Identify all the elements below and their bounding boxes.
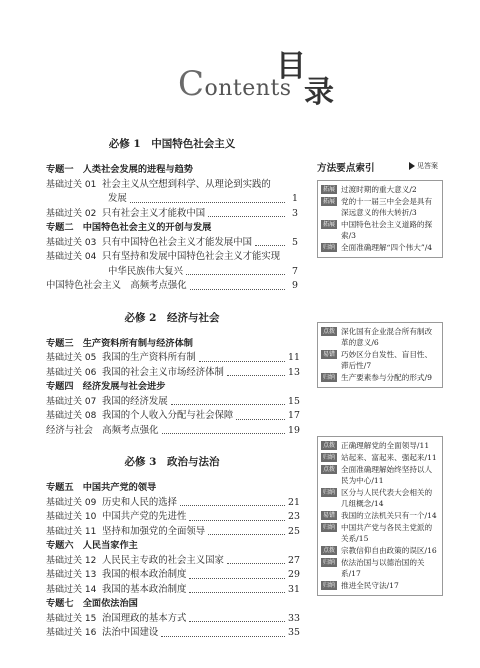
- toc-entry[interactable]: [46, 525, 298, 540]
- page-number: 11: [288, 352, 300, 363]
- method-item[interactable]: [321, 219, 439, 241]
- contents-title: Contents: [178, 64, 292, 104]
- method-box: [317, 322, 443, 388]
- topic-heading: 专题五 中国共产党的领导: [46, 482, 157, 493]
- dot-leader: [189, 583, 285, 594]
- entry-label: [46, 265, 102, 280]
- page-number: 21: [288, 496, 300, 508]
- method-tag: 拓展: [322, 221, 335, 228]
- entry-label: 基础过关 07: [46, 396, 97, 407]
- dot-leader: [189, 568, 285, 579]
- method-item[interactable]: [321, 242, 439, 253]
- entry-title: 我国的社会主义市场经济体制: [102, 366, 224, 378]
- toc-entry[interactable]: [46, 178, 298, 193]
- entry-label: 基础过关 12: [46, 555, 97, 566]
- entry-title: 我国的个人收入分配与社会保障: [102, 410, 234, 421]
- method-text: 中国特色社会主义道路的探索/3: [341, 220, 433, 240]
- book-title: 必修 1 中国特色社会主义: [108, 138, 236, 150]
- toc-entry[interactable]: [46, 554, 298, 569]
- page-number: 17: [288, 410, 300, 421]
- toc-entry[interactable]: [46, 568, 298, 583]
- method-text: 巧妙区分自发性、盲目性、滞后性/7: [341, 350, 433, 370]
- method-item[interactable]: [321, 522, 439, 544]
- entry-title: 中华民族伟大复兴: [108, 265, 184, 277]
- method-item[interactable]: [321, 372, 439, 383]
- method-text: 全面准确理解始终坚持以人民为中心/11: [341, 465, 433, 485]
- method-item[interactable]: [321, 545, 439, 556]
- method-text: 党的十一届三中全会是具有深远意义的伟大转折/3: [341, 197, 433, 217]
- topic-heading: 专题七 全面依法治国: [46, 598, 138, 609]
- dot-leader: [190, 279, 285, 290]
- toc-entry[interactable]: [46, 612, 298, 627]
- method-text: 站起来、富起来、强起来/11: [341, 453, 437, 462]
- dot-leader: [189, 612, 285, 623]
- entry-title: 治国理政的基本方式: [102, 612, 187, 624]
- method-item[interactable]: [321, 326, 439, 348]
- dot-leader: [162, 424, 285, 435]
- method-tag: 易错: [322, 351, 335, 358]
- toc-entry[interactable]: [46, 250, 298, 265]
- method-tag: 点拨: [322, 328, 335, 335]
- method-tag: 归纳: [322, 374, 335, 381]
- entry-label: 基础过关 08: [46, 411, 97, 421]
- method-tag: 点拨: [322, 466, 335, 473]
- dot-leader: [180, 496, 285, 507]
- method-item[interactable]: [321, 487, 439, 509]
- method-tag: 归纳: [322, 489, 335, 496]
- contents-header: [178, 42, 338, 112]
- method-box: [317, 180, 443, 258]
- method-item[interactable]: [321, 510, 439, 521]
- entry-title: 法治中国建设: [102, 627, 159, 638]
- method-tag: 易错: [322, 512, 335, 519]
- method-item[interactable]: [321, 464, 439, 486]
- topic-heading: 专题二 中国特色社会主义的开创与发展: [46, 222, 212, 233]
- lu-character: 录: [304, 75, 334, 110]
- page-number: 33: [288, 612, 300, 624]
- entry-label: 基础过关 10: [46, 512, 97, 522]
- entry-label: [46, 192, 102, 207]
- dot-leader: [189, 510, 285, 521]
- mu-character: 目: [276, 49, 306, 84]
- dot-leader: [171, 395, 285, 406]
- entry-title: 发展: [108, 193, 127, 204]
- method-index-title: 方法要点索引: [317, 163, 375, 174]
- method-text: 深化国有企业混合所有制改革的意义/6: [341, 327, 433, 347]
- page-number: 35: [288, 627, 300, 638]
- toc-entry[interactable]: [46, 351, 298, 366]
- page-number: 9: [292, 280, 298, 291]
- entry-label: 基础过关 15: [46, 613, 97, 624]
- entry-title: 我国的生产资料所有制: [102, 352, 196, 363]
- method-text: 依法治国与以德治国的关系/17: [341, 558, 425, 578]
- page-number: 25: [288, 525, 300, 537]
- entry-title: 我国的基本政治制度: [102, 583, 187, 595]
- method-item[interactable]: [321, 184, 439, 195]
- page-number: 29: [288, 569, 300, 580]
- page-number: 27: [288, 554, 300, 566]
- entry-label: 基础过关 09: [46, 497, 97, 508]
- dot-leader: [186, 265, 285, 276]
- entry-label: 基础过关 13: [46, 570, 97, 580]
- entry-title: 只有中国特色社会主义才能发展中国: [102, 236, 253, 248]
- topic-heading: 专题六 人民当家作主: [46, 540, 138, 551]
- dot-leader: [236, 409, 285, 420]
- topic-heading: 专题三 生产资料所有制与经济体制: [46, 337, 193, 349]
- method-text: 生产要素参与分配的形式/9: [341, 373, 432, 382]
- arrow-icon: [409, 162, 415, 170]
- entry-label: 基础过关 11: [46, 526, 97, 537]
- method-text: 宗教信仰自由政策的误区/16: [341, 546, 437, 555]
- method-tag: 归纳: [322, 582, 335, 589]
- entry-label: 基础过关 01: [46, 179, 97, 190]
- dot-leader: [227, 366, 285, 377]
- page-number: 3: [292, 207, 298, 219]
- method-text: 我国的立法机关只有一个/14: [341, 511, 437, 520]
- page-number: 31: [288, 583, 300, 595]
- page-number: 7: [292, 265, 298, 277]
- toc-entry[interactable]: [46, 192, 298, 207]
- method-text: 推进全民守法/17: [341, 581, 399, 590]
- toc-entry[interactable]: [46, 395, 298, 410]
- entry-title: 社会主义从空想到科学、从理论到实践的: [102, 178, 271, 190]
- book-title: 必修 2 经济与社会: [124, 311, 220, 324]
- method-text: 正确理解党的全面领导/11: [341, 441, 430, 450]
- toc-entry[interactable]: [46, 496, 298, 511]
- entry-label: 基础过关 02: [46, 208, 97, 219]
- dot-leader: [199, 351, 285, 362]
- page-number: 5: [292, 236, 298, 248]
- method-tag: 归纳: [322, 524, 335, 531]
- method-tag: 归纳: [322, 454, 335, 461]
- entry-title: 历史和人民的选择: [102, 496, 178, 508]
- dot-leader: [255, 236, 285, 247]
- method-tag: 归纳: [322, 559, 335, 566]
- toc-entry[interactable]: [46, 265, 298, 280]
- method-text: 区分与人民代表大会相关的几组概念/14: [341, 488, 433, 508]
- dot-leader: [130, 192, 285, 203]
- page-number: 1: [292, 193, 298, 204]
- toc-entry[interactable]: [46, 207, 298, 222]
- entry-title: 坚持和加强党的全面领导: [102, 525, 206, 537]
- method-tag: 拓展: [322, 198, 335, 205]
- method-text: 中国共产党与各民主党派的关系/15: [341, 523, 433, 543]
- toc-entry[interactable]: [46, 279, 298, 294]
- toc-entry[interactable]: [46, 409, 298, 424]
- toc-entry[interactable]: [46, 510, 298, 525]
- entry-label: 基础过关 16: [46, 628, 97, 638]
- toc-entry[interactable]: [46, 424, 298, 439]
- entry-label: 基础过关 14: [46, 584, 97, 595]
- entry-title: 经济与社会 高频考点强化: [46, 424, 159, 436]
- page-number: 23: [288, 511, 300, 522]
- dot-leader: [161, 626, 285, 637]
- method-item[interactable]: [321, 452, 439, 463]
- dot-leader: [208, 207, 285, 218]
- entry-title: 人民民主专政的社会主义国家: [102, 554, 224, 566]
- page-number: 19: [288, 424, 300, 436]
- entry-title: 只有社会主义才能救中国: [102, 207, 206, 219]
- method-tag: 归纳: [322, 244, 335, 251]
- toc-entry[interactable]: [46, 366, 298, 381]
- page-number: 15: [288, 395, 300, 407]
- method-item[interactable]: [321, 196, 439, 218]
- method-item[interactable]: [321, 580, 439, 591]
- entry-label: 基础过关 03: [46, 237, 97, 248]
- entry-label: 基础过关 06: [46, 367, 97, 378]
- book-title: 必修 3 政治与法治: [124, 456, 220, 468]
- method-tag: 点拨: [322, 547, 335, 554]
- entry-title: 我国的经济发展: [102, 395, 168, 407]
- method-item[interactable]: [321, 557, 439, 579]
- entry-title: 只有坚持和发展中国特色社会主义才能实现: [102, 251, 281, 262]
- toc-entry[interactable]: [46, 236, 298, 251]
- table-of-contents: [46, 130, 298, 641]
- method-text: 全面准确理解“四个伟大”/4: [341, 243, 433, 252]
- method-text: 过渡时期的重大意义/2: [341, 185, 417, 194]
- method-tag: 拓展: [322, 186, 335, 193]
- entry-title: 中国特色社会主义 高频考点强化: [46, 280, 187, 291]
- entry-title: 中国共产党的先进性: [102, 511, 187, 522]
- entry-label: 基础过关 04: [46, 252, 97, 262]
- dot-leader: [208, 525, 285, 536]
- dot-leader: [227, 554, 285, 565]
- entry-title: 我国的根本政治制度: [102, 569, 187, 580]
- method-tag: 点拨: [322, 442, 335, 449]
- method-index: [317, 160, 443, 596]
- topic-heading: 专题一 人类社会发展的进程与趋势: [46, 164, 193, 175]
- toc-entry[interactable]: [46, 583, 298, 598]
- topic-heading: 专题四 经济发展与社会进步: [46, 381, 166, 392]
- method-item[interactable]: [321, 440, 439, 451]
- entry-label: 基础过关 05: [46, 353, 97, 363]
- method-item[interactable]: [321, 349, 439, 371]
- method-box: [317, 436, 443, 596]
- see-answers-note: 见答案: [409, 161, 438, 171]
- toc-entry[interactable]: [46, 626, 298, 641]
- page-number: 13: [288, 366, 300, 378]
